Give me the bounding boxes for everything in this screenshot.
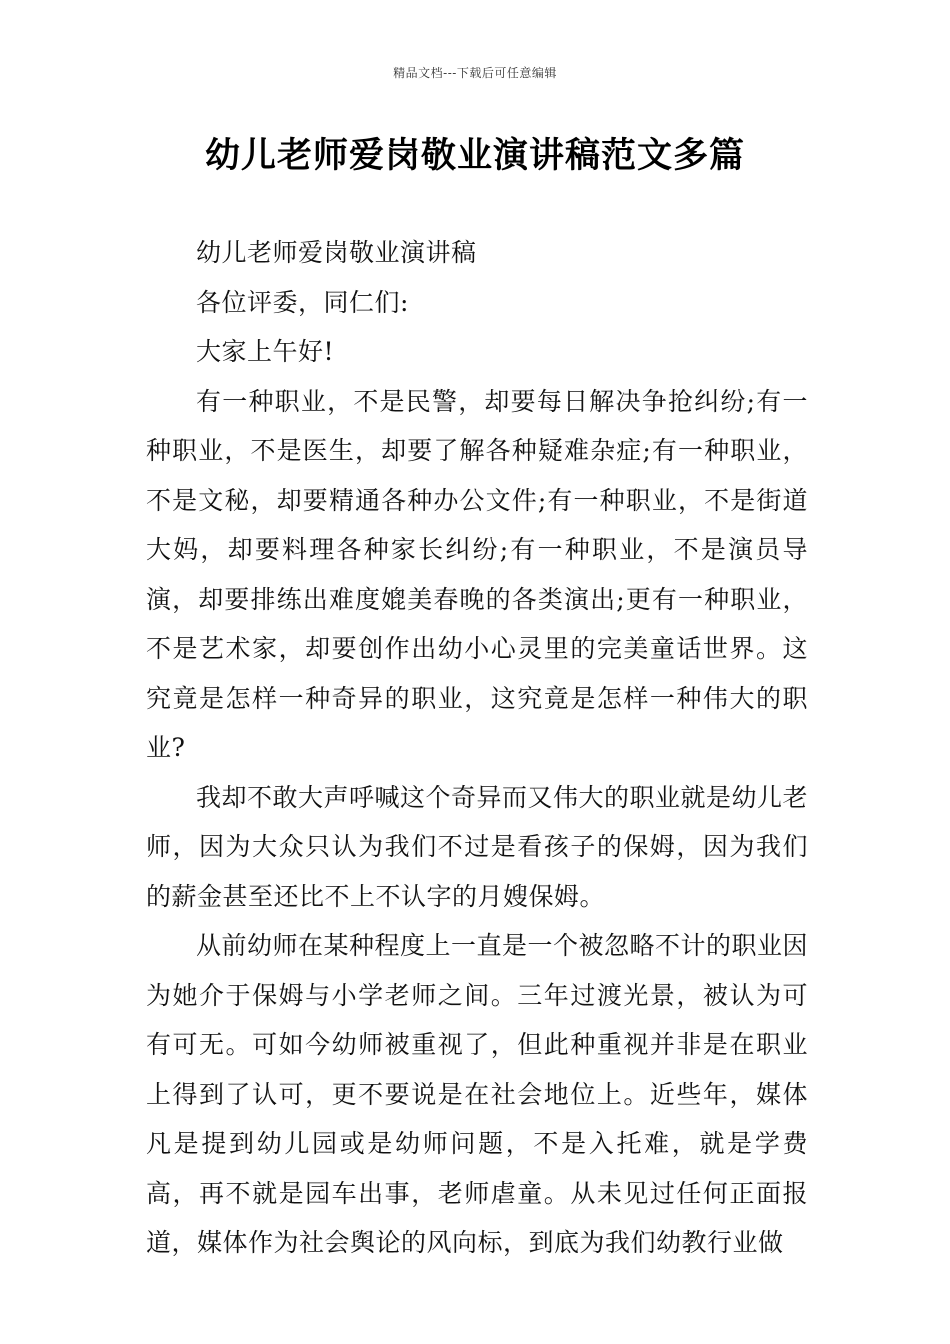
paragraph-salutation: 各位评委，同仁们: [196, 287, 409, 317]
paragraph-body: 有一种职业，不是民警，却要每日解决争抢纠纷;有一种职业，不是医生，却要了解各种疑难杂症;有一种职业，不是文秘，却要精通各种办公文件;有一种职业，不是街道大妈，却要料理各种家长纠纷;有一种职业，不是演员导演，却要排练出难度媲美春晚的各类演出;更有一种职业，不是艺术家，却要创作出幼小心灵里的完美童话世界。这究竟是怎样一种奇异的职业，这究竟是怎样一种伟大的职业? [146, 386, 808, 762]
paragraph-greeting: 大家上午好! [196, 337, 335, 366]
document-title: 幼儿老师爱岗敬业演讲稿范文多篇 [204, 136, 745, 176]
paragraph-subtitle: 幼儿老师爱岗敬业演讲稿 [196, 238, 477, 267]
paragraph-body: 我却不敢大声呼喊这个奇异而又伟大的职业就是幼儿老师，因为大众只认为我们不过是看孩子的保姆，因为我们的薪金甚至还比不上不认字的月嫂保姆。 [146, 782, 809, 911]
header-note: 精品文档---下载后可任意编辑 [393, 66, 557, 80]
paragraph-body: 从前幼师在某种程度上一直是一个被忽略不计的职业因为她介于保姆与小学老师之间。三年过渡光景，被认为可有可无。可如今幼师被重视了，但此种重视并非是在职业上得到了认可，更不要说是在社会地位上。近些年，媒体凡是提到幼儿园或是幼师问题，不是入托难，就是学费高，再不就是园车出事，老师虐童。从未见过任何正面报道，媒体作为社会舆论的风向标，到底为我们幼教行业做 [146, 931, 809, 1257]
document-body [146, 228, 808, 1268]
